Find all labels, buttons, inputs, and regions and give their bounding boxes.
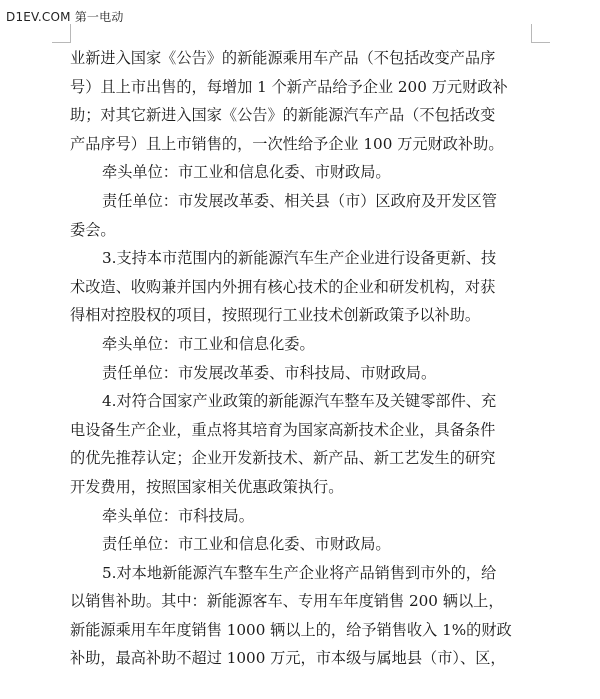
document-line: 3.支持本市范围内的新能源汽车生产企业进行设备更新、技 [102,249,497,268]
document-line: 牵头单位：市科技局。 [102,506,254,525]
document-line: 术改造、收购兼并国内外拥有核心技术的企业和研发机构，对获 [70,277,496,296]
document-line: 产品序号）且上市销售的，一次性给予企业 100 万元财政补助。 [70,134,504,153]
document-line: 牵头单位：市工业和信息化委。 [102,334,315,353]
document-line: 以销售补助。其中：新能源客车、专用车年度销售 200 辆以上， [70,592,504,611]
document-line: 电设备生产企业，重点将其培育为国家高新技术企业，具备条件 [70,420,496,439]
page-corner-mark-left [52,24,71,43]
document-line: 号）且上市出售的，每增加 1 个新产品给予企业 200 万元财政补 [70,77,508,96]
document-line: 牵头单位：市工业和信息化委、市财政局。 [102,163,391,182]
document-line: 5.对本地新能源汽车整车生产企业将产品销售到市外的，给 [102,563,497,582]
document-line: 助；对其它新进入国家《公告》的新能源汽车产品（不包括改变 [70,106,496,125]
document-line: 开发费用，按照国家相关优惠政策执行。 [70,477,344,496]
document-line: 补助，最高补助不超过 1000 万元，市本级与属地县（市）、区， [70,649,506,668]
document-line: 责任单位：市发展改革委、市科技局、市财政局。 [102,363,437,382]
document-line: 委会。 [70,220,116,239]
document-line: 新能源乘用车年度销售 1000 辆以上的，给予销售收入 1%的财政 [70,620,512,639]
document-line: 业新进入国家《公告》的新能源乘用车产品（不包括改变产品序 [70,49,496,67]
document-line: 4.对符合国家产业政策的新能源汽车整车及关键零部件、充 [102,392,497,411]
page-corner-mark-right [531,24,550,43]
site-watermark: D1EV.COM 第一电动 [6,10,124,24]
document-line: 的优先推荐认定；企业开发新技术、新产品、新工艺发生的研究 [70,449,496,468]
document-page [70,44,540,673]
document-line: 得相对控股权的项目，按照现行工业技术创新政策予以补助。 [70,306,481,325]
document-line: 责任单位：市工业和信息化委、市财政局。 [102,535,391,554]
document-line: 责任单位：市发展改革委、相关县（市）区政府及开发区管 [102,191,497,210]
